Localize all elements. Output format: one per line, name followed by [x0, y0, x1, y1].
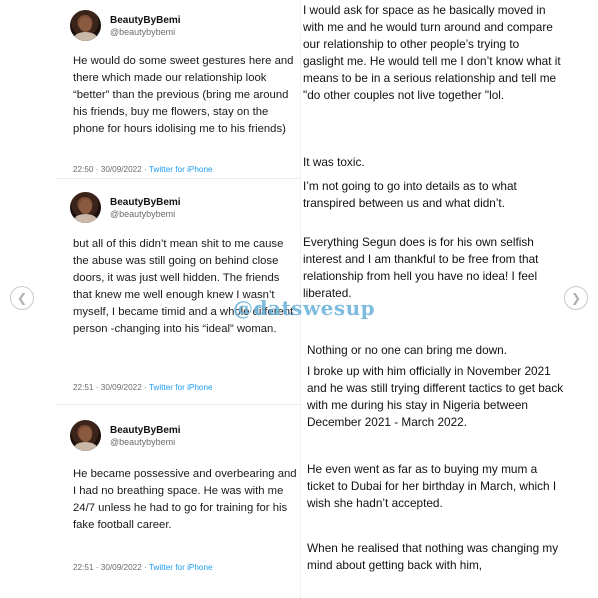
tweet-source[interactable]: Twitter for iPhone — [148, 563, 213, 572]
watermark: @datswesup — [233, 296, 376, 320]
display-name[interactable]: BeautyByBemi — [110, 15, 181, 26]
avatar[interactable] — [70, 192, 101, 223]
statement-paragraph: I would ask for space as he basically moved in with me and he would turn around and compare our relationship to other people’s trying to gaslight me. He would tell me I don’t know what it means to be in a serious relationship and tell me "do other couples not live together "lol. — [303, 3, 561, 102]
chevron-left-icon: ❮ — [16, 291, 28, 305]
tweet-text: He would do some sweet gestures here and there which made our relationship look “better” than the previous (bring me around his friends, buy me flowers, stay on the phone for hours idolising me to his friends) — [73, 55, 294, 135]
tweet-timestamp[interactable]: 22:51 · 30/09/2022 · — [73, 383, 149, 392]
statement-paragraph: I broke up with him officially in November 2021 and he was still trying different tactics to get back with me during his stay in Nigeria between December 2021 - March 2022. — [307, 364, 564, 429]
tweet-card[interactable] — [58, 414, 298, 586]
statement-paragraph: Nothing or no one can bring me down. — [307, 343, 508, 357]
tweet-meta — [73, 383, 213, 392]
user-handle[interactable]: @beautybybemi — [110, 209, 176, 219]
tweet-card[interactable] — [58, 4, 298, 176]
statement-paragraph: Everything Segun does is for his own selfish interest and I am thankful to be free from that relationship from hell you have no idea! I feel liberated. — [303, 235, 539, 300]
statement-paragraph: He even went as far as to buying my mum a ticket to Dubai for her birthday in March, which I wish she hadn’t accepted. — [307, 462, 557, 510]
display-name[interactable]: BeautyByBemi — [110, 425, 181, 436]
tweet-meta — [73, 563, 213, 572]
carousel-next-button[interactable] — [564, 286, 588, 310]
statement-paragraph: When he realised that nothing was changing my mind about getting back with him, — [307, 541, 559, 572]
avatar[interactable] — [70, 420, 101, 451]
user-handle[interactable]: @beautybybemi — [110, 437, 176, 447]
divider — [56, 404, 300, 405]
carousel-prev-button[interactable] — [10, 286, 34, 310]
tweet-source[interactable]: Twitter for iPhone — [148, 165, 213, 174]
tweet-timestamp[interactable]: 22:50 · 30/09/2022 · — [73, 165, 149, 174]
display-name[interactable]: BeautyByBemi — [110, 197, 181, 208]
tweet-card[interactable] — [58, 186, 298, 398]
divider — [56, 178, 300, 179]
user-handle[interactable]: @beautybybemi — [110, 27, 176, 37]
tweet-source[interactable]: Twitter for iPhone — [148, 383, 213, 392]
tweet-text: He became possessive and overbearing and I had no breathing space. He was with me 24/7 unless he had to go for training for his fake football career. — [73, 468, 297, 531]
tweet-text: but all of this didn’t mean shit to me cause the abuse was still going on behind close doors, it was just well hidden. The friends that knew me well enough knew I wasn’t myself, I became timid and a whole different person -changing into his “ideal” woman. — [73, 238, 294, 335]
avatar[interactable] — [70, 10, 101, 41]
tweet-meta — [73, 165, 213, 174]
statement-paragraph: I’m not going to go into details as to what transpired between us and what didn’t. — [303, 179, 517, 210]
tweet-timestamp[interactable]: 22:51 · 30/09/2022 · — [73, 563, 149, 572]
statement-paragraph: It was toxic. — [303, 155, 365, 169]
chevron-right-icon: ❯ — [570, 291, 582, 305]
